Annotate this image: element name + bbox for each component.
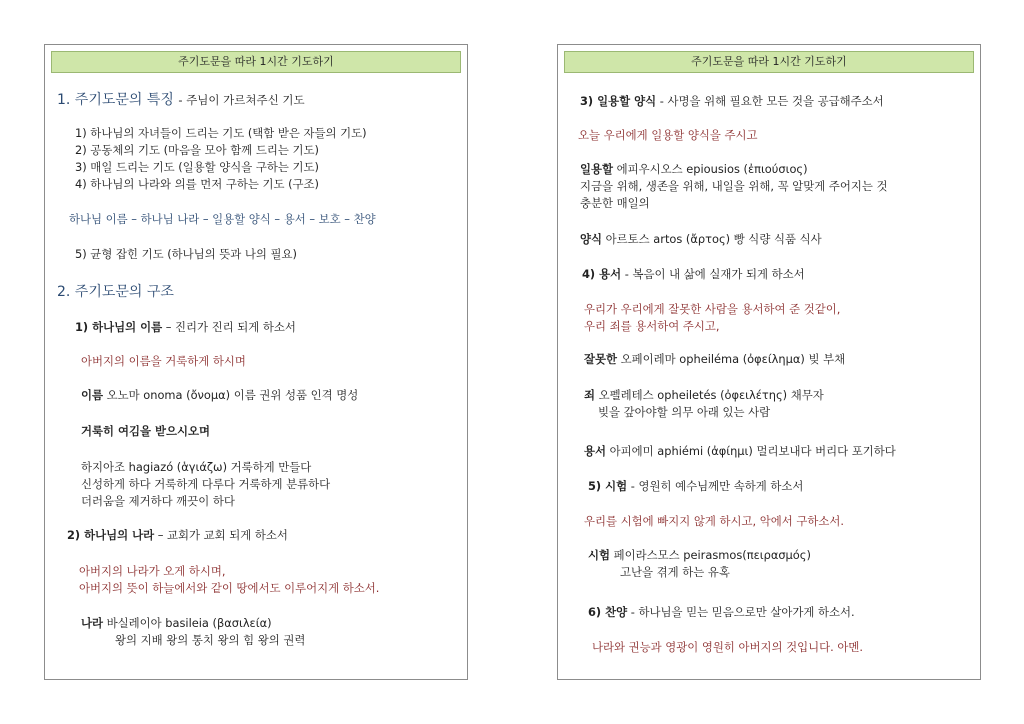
sin-rest: 오펠레테스 opheiletés (ὀφειλέτης) 채무자 — [598, 388, 824, 402]
name-term: 이름 — [81, 388, 104, 402]
prayer-5: 우리를 시험에 빠지지 않게 하시고, 악에서 구하소서. — [584, 514, 845, 528]
holy-line-1: 하지아조 hagiazó (ἁγιάζω) 거룩하게 만들다 — [81, 460, 312, 474]
right-panel — [557, 44, 981, 680]
sin-desc: 빚을 갚아야할 의무 아래 있는 사람 — [598, 405, 771, 419]
name-word — [81, 387, 358, 403]
s3-head: 3) 일용할 양식 — [580, 94, 657, 108]
forgive-rest: 아피에미 aphiémi (ἀφίημι) 멀리보내다 버리다 포기하다 — [609, 444, 896, 458]
section2-title: 2. 주기도문의 구조 — [57, 284, 174, 300]
holy-line-3: 더러움을 제거하다 깨끗이 하다 — [81, 494, 235, 508]
daily-rest: 에피우시오스 epiousios (ἐπιούσιος) — [616, 162, 808, 176]
daily-line-1: 지금을 위해, 생존을 위해, 내일을 위해, 꼭 알맞게 주어지는 것 — [580, 179, 888, 193]
bread-term: 양식 — [580, 232, 603, 246]
kingdom-term: 나라 — [81, 616, 104, 630]
left-header: 주기도문을 따라 1시간 기도하기 — [51, 51, 461, 73]
sec1-item-1: 1) 하나님의 자녀들이 드리는 기도 (택함 받은 자들의 기도) — [75, 126, 367, 140]
s4-heading — [582, 266, 805, 282]
sin-term: 죄 — [584, 388, 596, 402]
s2-head: 2) 하나님의 나라 — [67, 528, 155, 542]
prayer-3: 오늘 우리에게 일용할 양식을 주시고 — [578, 128, 758, 142]
s5-heading — [588, 478, 803, 494]
section1-heading — [57, 89, 305, 109]
daily-term: 일용할 — [580, 162, 614, 176]
s5-desc: - 영원히 예수님께만 속하게 하소서 — [630, 479, 804, 493]
section1-title: 1. 주기도문의 특징 — [57, 92, 174, 108]
s3-desc: - 사명을 위해 필요한 모든 것을 공급해주소서 — [659, 94, 884, 108]
forgive-term: 용서 — [584, 444, 607, 458]
test-term: 시험 — [588, 548, 611, 562]
s6-desc: - 하나님을 믿는 믿음으로만 살아가게 하소서. — [630, 605, 855, 619]
prayer-4-line-1: 우리가 우리에게 잘못한 사람을 용서하여 준 것같이, — [584, 302, 841, 316]
sec1-item-5: 5) 균형 잡힌 기도 (하나님의 뜻과 나의 필요) — [75, 247, 297, 261]
bread-word — [580, 231, 822, 247]
bread-rest: 아르토스 artos (ἄρτος) 빵 식량 식품 식사 — [605, 232, 822, 246]
kingdom-rest: 바실레이아 basileia (βασιλεία) — [106, 616, 272, 630]
kingdom-desc: 왕의 지배 왕의 통치 왕의 힘 왕의 권력 — [115, 633, 306, 647]
s4-desc: - 복음이 내 삶에 실재가 되게 하소서 — [624, 267, 805, 281]
s2-desc: – 교회가 교회 되게 하소서 — [157, 528, 288, 542]
left-panel — [44, 44, 468, 680]
s6-head: 6) 찬양 — [588, 605, 628, 619]
prayer-2-line-1: 아버지의 나라가 오게 하시며, — [79, 564, 226, 578]
debt-word — [584, 351, 845, 367]
sec1-item-2: 2) 공동체의 기도 (마음을 모아 함께 드리는 기도) — [75, 143, 319, 157]
sin-word — [584, 387, 824, 403]
forgive-word — [584, 443, 896, 459]
s6-heading — [588, 604, 855, 620]
s2-heading — [67, 527, 288, 543]
holy-line-2: 신성하게 하다 거룩하게 다루다 거룩하게 분류하다 — [81, 477, 331, 491]
right-header: 주기도문을 따라 1시간 기도하기 — [564, 51, 974, 73]
section1-subtitle: - 주님이 가르쳐주신 기도 — [178, 93, 305, 107]
s3-heading — [580, 93, 884, 109]
holy-heading: 거룩히 여김을 받으시오며 — [81, 424, 210, 438]
sec1-item-3: 3) 매일 드리는 기도 (일용할 양식을 구하는 기도) — [75, 160, 319, 174]
prayer-flow: 하나님 이름 – 하나님 나라 – 일용할 양식 – 용서 – 보호 – 찬양 — [69, 212, 376, 226]
debt-rest: 오페이레마 opheiléma (ὀφείλημα) 빚 부채 — [620, 352, 846, 366]
daily-word — [580, 161, 808, 177]
s4-head: 4) 용서 — [582, 267, 622, 281]
test-desc: 고난을 겪게 하는 유혹 — [620, 565, 730, 579]
kingdom-word — [81, 615, 272, 631]
s1-head: 1) 하나님의 이름 — [75, 320, 163, 334]
doxology: 나라와 권능과 영광이 영원히 아버지의 것입니다. 아멘. — [592, 640, 864, 654]
s1-desc: – 진리가 진리 되게 하소서 — [165, 320, 296, 334]
test-rest: 페이라스모스 peirasmos(πειρασμός) — [613, 548, 811, 562]
debt-term: 잘못한 — [584, 352, 618, 366]
prayer-2-line-2: 아버지의 뜻이 하늘에서와 같이 땅에서도 이루어지게 하소서. — [79, 581, 380, 595]
sec1-item-4: 4) 하나님의 나라와 의를 먼저 구하는 기도 (구조) — [75, 177, 319, 191]
daily-line-2: 충분한 매일의 — [580, 196, 650, 210]
test-word — [588, 547, 811, 563]
s5-head: 5) 시험 — [588, 479, 628, 493]
name-rest: 오노마 onoma (ὄνομα) 이름 권위 성품 인격 명성 — [106, 388, 359, 402]
prayer-4-line-2: 우리 죄를 용서하여 주시고, — [584, 319, 720, 333]
s1-heading — [75, 319, 296, 335]
prayer-1: 아버지의 이름을 거룩하게 하시며 — [81, 354, 246, 368]
